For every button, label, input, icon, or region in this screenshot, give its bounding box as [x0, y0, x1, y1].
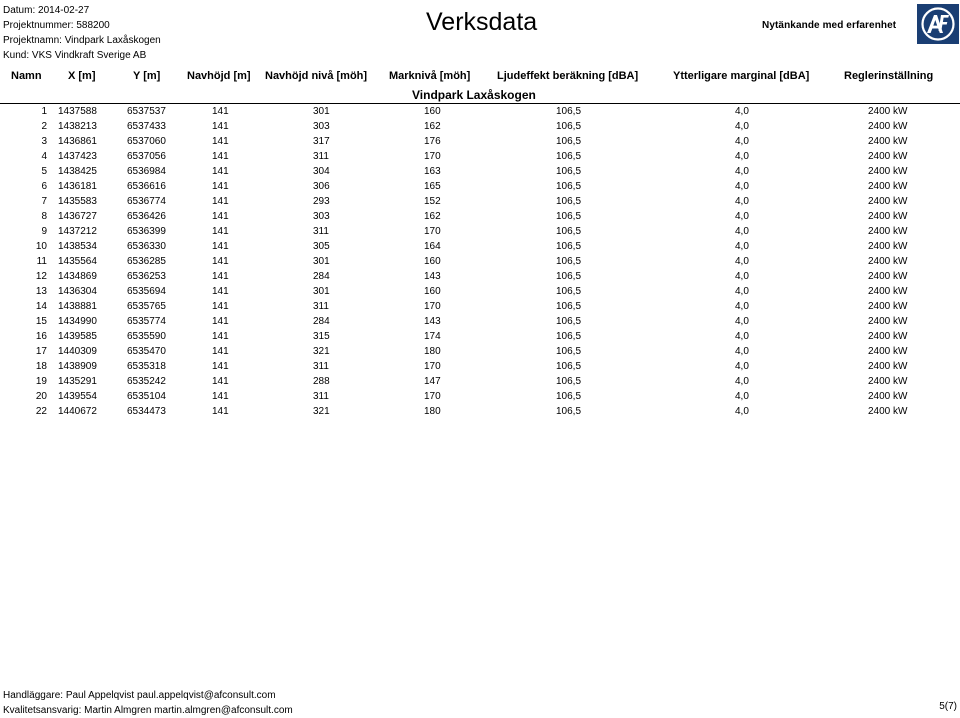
cell-x: 1436861: [58, 136, 97, 147]
cell-ljudeffekt: 106,5: [556, 211, 582, 222]
table-row: [0, 136, 960, 151]
table-row: [0, 241, 960, 256]
table-row: [0, 226, 960, 241]
cell-ljudeffekt: 106,5: [556, 346, 582, 357]
table-header: [0, 70, 960, 86]
cell-navhojd-niva: 301: [313, 286, 330, 297]
cell-markniva: 180: [424, 406, 441, 417]
table-row: [0, 346, 960, 361]
table-row: [0, 166, 960, 181]
cell-markniva: 176: [424, 136, 441, 147]
cell-regler: 2400 kW: [868, 121, 908, 132]
cell-regler: 2400 kW: [868, 226, 908, 237]
af-logo-icon: [917, 4, 959, 44]
cell-marginal: 4,0: [735, 346, 749, 357]
cell-nr: 16: [35, 331, 47, 342]
cell-nr: 14: [35, 301, 47, 312]
cell-y: 6536330: [127, 241, 166, 252]
cell-ljudeffekt: 106,5: [556, 121, 582, 132]
cell-nr: 22: [35, 406, 47, 417]
col-header-namn: Namn: [11, 70, 42, 82]
footer-kvalitetsansvarig: Kvalitetsansvarig: Martin Almgren martin.almgren@afconsult.com: [3, 705, 293, 716]
cell-ljudeffekt: 106,5: [556, 376, 582, 387]
cell-regler: 2400 kW: [868, 256, 908, 267]
cell-nr: 3: [41, 136, 47, 147]
cell-x: 1439554: [58, 391, 97, 402]
company-tagline: Nytänkande med erfarenhet: [762, 20, 897, 31]
cell-marginal: 4,0: [735, 271, 749, 282]
cell-navhojd-niva: 315: [313, 331, 330, 342]
cell-navhojd: 141: [212, 271, 229, 282]
cell-regler: 2400 kW: [868, 391, 908, 402]
cell-y: 6536399: [127, 226, 166, 237]
cell-marginal: 4,0: [735, 136, 749, 147]
cell-navhojd: 141: [212, 331, 229, 342]
cell-nr: 2: [41, 121, 47, 132]
cell-y: 6535470: [127, 346, 166, 357]
cell-marginal: 4,0: [735, 196, 749, 207]
cell-marginal: 4,0: [735, 361, 749, 372]
cell-y: 6535590: [127, 331, 166, 342]
cell-y: 6537537: [127, 106, 166, 117]
col-header-marginal: Ytterligare marginal [dBA]: [673, 70, 810, 82]
cell-marginal: 4,0: [735, 151, 749, 162]
meta-projektnummer: Projektnummer: 588200: [3, 20, 110, 31]
cell-x: 1436181: [58, 181, 97, 192]
cell-nr: 15: [35, 316, 47, 327]
table-row: [0, 361, 960, 376]
cell-marginal: 4,0: [735, 301, 749, 312]
cell-marginal: 4,0: [735, 391, 749, 402]
cell-x: 1434990: [58, 316, 97, 327]
page-title: Verksdata: [426, 8, 538, 36]
cell-y: 6536426: [127, 211, 166, 222]
cell-nr: 17: [35, 346, 47, 357]
cell-navhojd: 141: [212, 196, 229, 207]
cell-marginal: 4,0: [735, 376, 749, 387]
cell-navhojd: 141: [212, 286, 229, 297]
cell-nr: 11: [36, 256, 47, 267]
cell-navhojd: 141: [212, 316, 229, 327]
cell-ljudeffekt: 106,5: [556, 391, 582, 402]
cell-regler: 2400 kW: [868, 151, 908, 162]
cell-navhojd: 141: [212, 301, 229, 312]
cell-ljudeffekt: 106,5: [556, 226, 582, 237]
cell-navhojd: 141: [212, 361, 229, 372]
cell-ljudeffekt: 106,5: [556, 316, 582, 327]
cell-nr: 4: [41, 151, 47, 162]
cell-markniva: 170: [424, 301, 441, 312]
cell-y: 6536774: [127, 196, 166, 207]
cell-x: 1436304: [58, 286, 97, 297]
cell-marginal: 4,0: [735, 211, 749, 222]
cell-nr: 6: [41, 181, 47, 192]
table-row: [0, 256, 960, 271]
table-row: [0, 391, 960, 406]
table-row: [0, 331, 960, 346]
cell-navhojd: 141: [212, 121, 229, 132]
cell-regler: 2400 kW: [868, 196, 908, 207]
cell-y: 6536285: [127, 256, 166, 267]
cell-regler: 2400 kW: [868, 136, 908, 147]
cell-navhojd-niva: 311: [313, 226, 329, 237]
table-row: [0, 181, 960, 196]
cell-x: 1438909: [58, 361, 97, 372]
cell-navhojd: 141: [212, 226, 229, 237]
cell-markniva: 152: [424, 196, 441, 207]
cell-markniva: 174: [424, 331, 441, 342]
cell-navhojd-niva: 288: [313, 376, 330, 387]
cell-navhojd-niva: 303: [313, 211, 330, 222]
cell-nr: 10: [35, 241, 47, 252]
page-number: 5(7): [939, 701, 957, 712]
cell-regler: 2400 kW: [868, 166, 908, 177]
cell-y: 6535765: [127, 301, 166, 312]
cell-navhojd-niva: 306: [313, 181, 330, 192]
cell-regler: 2400 kW: [868, 211, 908, 222]
cell-navhojd: 141: [212, 211, 229, 222]
cell-navhojd-niva: 305: [313, 241, 330, 252]
cell-regler: 2400 kW: [868, 331, 908, 342]
cell-markniva: 170: [424, 151, 441, 162]
cell-navhojd-niva: 311: [313, 151, 329, 162]
table-row: [0, 376, 960, 391]
cell-marginal: 4,0: [735, 121, 749, 132]
cell-navhojd: 141: [212, 406, 229, 417]
cell-navhojd-niva: 301: [313, 106, 330, 117]
cell-marginal: 4,0: [735, 241, 749, 252]
cell-ljudeffekt: 106,5: [556, 151, 582, 162]
cell-x: 1438213: [58, 121, 97, 132]
table-body: [0, 106, 960, 421]
cell-markniva: 147: [424, 376, 441, 387]
cell-nr: 13: [35, 286, 47, 297]
cell-y: 6537433: [127, 121, 166, 132]
cell-x: 1435583: [58, 196, 97, 207]
cell-y: 6535318: [127, 361, 166, 372]
cell-ljudeffekt: 106,5: [556, 271, 582, 282]
cell-regler: 2400 kW: [868, 361, 908, 372]
cell-navhojd-niva: 321: [313, 346, 330, 357]
cell-navhojd: 141: [212, 166, 229, 177]
table-row: [0, 196, 960, 211]
cell-marginal: 4,0: [735, 406, 749, 417]
cell-regler: 2400 kW: [868, 301, 908, 312]
cell-marginal: 4,0: [735, 181, 749, 192]
cell-nr: 8: [41, 211, 47, 222]
cell-marginal: 4,0: [735, 106, 749, 117]
footer-handlaggare: Handläggare: Paul Appelqvist paul.appelqvist@afconsult.com: [3, 690, 276, 701]
cell-nr: 12: [35, 271, 47, 282]
cell-ljudeffekt: 106,5: [556, 136, 582, 147]
cell-navhojd-niva: 321: [313, 406, 330, 417]
cell-marginal: 4,0: [735, 166, 749, 177]
cell-ljudeffekt: 106,5: [556, 196, 582, 207]
cell-navhojd-niva: 284: [313, 271, 330, 282]
cell-navhojd-niva: 311: [313, 361, 329, 372]
cell-navhojd: 141: [212, 241, 229, 252]
cell-y: 6535242: [127, 376, 166, 387]
cell-x: 1434869: [58, 271, 97, 282]
cell-x: 1438534: [58, 241, 97, 252]
table-row: [0, 286, 960, 301]
header-divider: [0, 103, 960, 104]
cell-markniva: 162: [424, 211, 441, 222]
cell-nr: 1: [41, 106, 47, 117]
cell-regler: 2400 kW: [868, 181, 908, 192]
cell-x: 1437423: [58, 151, 97, 162]
cell-navhojd: 141: [212, 136, 229, 147]
cell-x: 1439585: [58, 331, 97, 342]
cell-marginal: 4,0: [735, 286, 749, 297]
cell-ljudeffekt: 106,5: [556, 166, 582, 177]
meta-projektnamn: Projektnamn: Vindpark Laxåskogen: [3, 35, 161, 46]
cell-ljudeffekt: 106,5: [556, 241, 582, 252]
cell-navhojd: 141: [212, 181, 229, 192]
cell-regler: 2400 kW: [868, 316, 908, 327]
cell-markniva: 143: [424, 271, 441, 282]
cell-x: 1440672: [58, 406, 97, 417]
table-row: [0, 406, 960, 421]
cell-navhojd-niva: 284: [313, 316, 330, 327]
cell-marginal: 4,0: [735, 226, 749, 237]
cell-markniva: 170: [424, 226, 441, 237]
table-row: [0, 211, 960, 226]
cell-regler: 2400 kW: [868, 241, 908, 252]
cell-nr: 18: [35, 361, 47, 372]
meta-kund: Kund: VKS Vindkraft Sverige AB: [3, 50, 147, 61]
cell-navhojd: 141: [212, 346, 229, 357]
col-header-navhojd: Navhöjd [m]: [187, 70, 251, 82]
table-row: [0, 106, 960, 121]
cell-navhojd-niva: 311: [313, 301, 329, 312]
cell-x: 1438425: [58, 166, 97, 177]
cell-ljudeffekt: 106,5: [556, 106, 582, 117]
cell-y: 6536616: [127, 181, 166, 192]
cell-markniva: 170: [424, 391, 441, 402]
cell-navhojd-niva: 311: [313, 391, 329, 402]
cell-x: 1436727: [58, 211, 97, 222]
cell-markniva: 160: [424, 106, 441, 117]
cell-marginal: 4,0: [735, 331, 749, 342]
cell-navhojd: 141: [212, 391, 229, 402]
cell-regler: 2400 kW: [868, 286, 908, 297]
cell-markniva: 143: [424, 316, 441, 327]
cell-y: 6536253: [127, 271, 166, 282]
cell-nr: 19: [35, 376, 47, 387]
cell-markniva: 160: [424, 256, 441, 267]
col-header-y: Y [m]: [133, 70, 161, 82]
cell-y: 6535774: [127, 316, 166, 327]
cell-markniva: 165: [424, 181, 441, 192]
cell-navhojd-niva: 304: [313, 166, 330, 177]
cell-nr: 9: [41, 226, 47, 237]
cell-regler: 2400 kW: [868, 406, 908, 417]
cell-regler: 2400 kW: [868, 106, 908, 117]
meta-datum: Datum: 2014-02-27: [3, 5, 90, 16]
footer: [3, 688, 293, 718]
cell-navhojd-niva: 317: [313, 136, 330, 147]
cell-x: 1437588: [58, 106, 97, 117]
cell-ljudeffekt: 106,5: [556, 301, 582, 312]
cell-ljudeffekt: 106,5: [556, 361, 582, 372]
cell-y: 6536984: [127, 166, 166, 177]
cell-y: 6535694: [127, 286, 166, 297]
cell-navhojd: 141: [212, 376, 229, 387]
cell-ljudeffekt: 106,5: [556, 286, 582, 297]
col-header-markniva: Marknivå [möh]: [389, 70, 471, 82]
cell-navhojd: 141: [212, 256, 229, 267]
cell-nr: 7: [41, 196, 47, 207]
cell-nr: 5: [41, 166, 47, 177]
cell-y: 6534473: [127, 406, 166, 417]
cell-markniva: 180: [424, 346, 441, 357]
cell-marginal: 4,0: [735, 256, 749, 267]
cell-y: 6537056: [127, 151, 166, 162]
cell-x: 1440309: [58, 346, 97, 357]
cell-ljudeffekt: 106,5: [556, 331, 582, 342]
cell-markniva: 170: [424, 361, 441, 372]
col-header-x: X [m]: [68, 70, 96, 82]
cell-markniva: 162: [424, 121, 441, 132]
cell-x: 1435564: [58, 256, 97, 267]
col-header-ljudeffekt: Ljudeffekt beräkning [dBA]: [497, 70, 639, 82]
table-subtitle: Vindpark Laxåskogen: [412, 88, 536, 102]
cell-navhojd-niva: 293: [313, 196, 330, 207]
cell-navhojd: 141: [212, 151, 229, 162]
cell-x: 1437212: [58, 226, 97, 237]
table-row: [0, 151, 960, 166]
table-row: [0, 121, 960, 136]
cell-markniva: 164: [424, 241, 441, 252]
cell-ljudeffekt: 106,5: [556, 256, 582, 267]
cell-y: 6537060: [127, 136, 166, 147]
document-meta: [3, 3, 161, 63]
cell-markniva: 163: [424, 166, 441, 177]
cell-navhojd: 141: [212, 106, 229, 117]
cell-marginal: 4,0: [735, 316, 749, 327]
col-header-navhojd-niva: Navhöjd nivå [möh]: [265, 70, 368, 82]
table-row: [0, 301, 960, 316]
cell-ljudeffekt: 106,5: [556, 181, 582, 192]
table-row: [0, 316, 960, 331]
col-header-regler: Reglerinställning: [844, 70, 934, 82]
cell-markniva: 160: [424, 286, 441, 297]
table-row: [0, 271, 960, 286]
cell-regler: 2400 kW: [868, 376, 908, 387]
cell-regler: 2400 kW: [868, 271, 908, 282]
cell-ljudeffekt: 106,5: [556, 406, 582, 417]
cell-regler: 2400 kW: [868, 346, 908, 357]
cell-nr: 20: [35, 391, 47, 402]
cell-y: 6535104: [127, 391, 166, 402]
cell-x: 1438881: [58, 301, 97, 312]
cell-navhojd-niva: 303: [313, 121, 330, 132]
cell-x: 1435291: [58, 376, 97, 387]
cell-navhojd-niva: 301: [313, 256, 330, 267]
